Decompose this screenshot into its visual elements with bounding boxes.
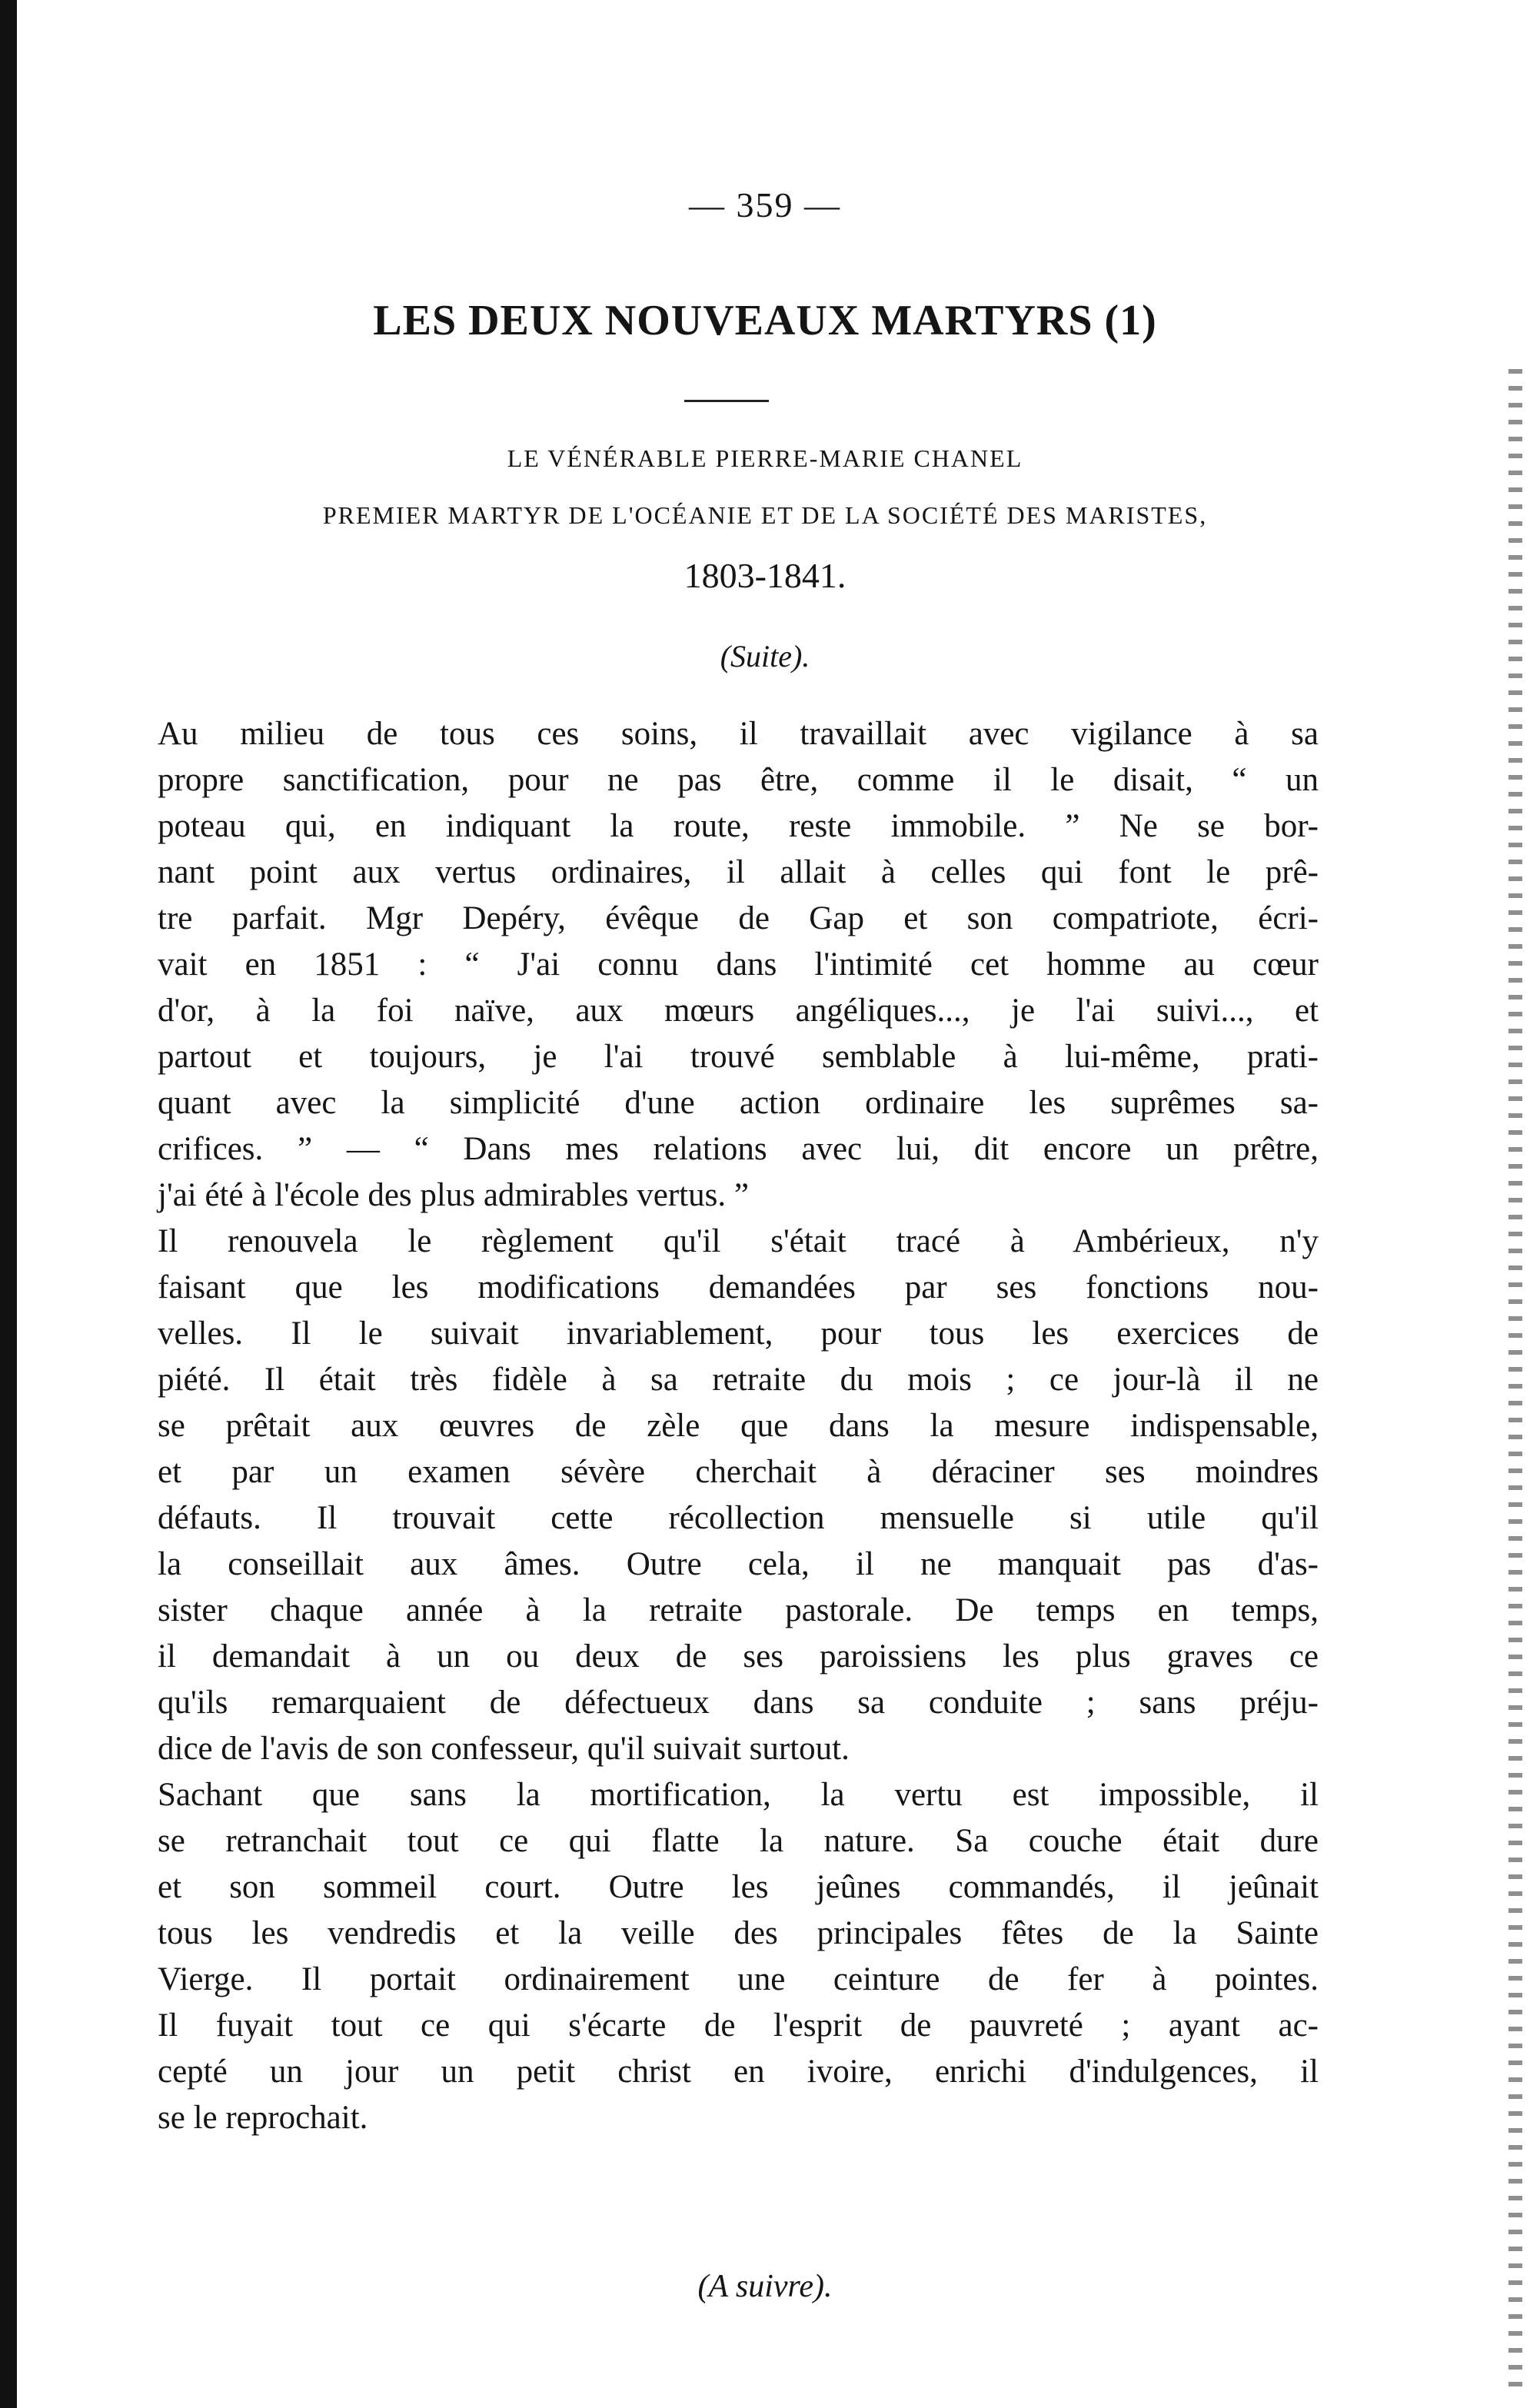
text-line: cepté un jour un petit christ en ivoire, enrichi d'indulgences, il bbox=[158, 2054, 1319, 2090]
text-line: crifices. ” — “ Dans mes relations avec lui, dit encore un prêtre, bbox=[158, 1131, 1319, 1167]
to-be-continued-note: (A suivre). bbox=[697, 2269, 833, 2304]
text-line: poteau qui, en indiquant la route, reste immobile. ” Ne se bor- bbox=[158, 808, 1319, 844]
text-line: vait en 1851 : “ J'ai connu dans l'intimité cet homme au cœur bbox=[158, 946, 1319, 983]
text-line: et par un examen sévère cherchait à déraciner ses moindres bbox=[158, 1454, 1319, 1490]
text-line: défauts. Il trouvait cette récollection mensuelle si utile qu'il bbox=[158, 1500, 1319, 1536]
page-number: — 359 — bbox=[689, 185, 841, 225]
text-line: Il renouvela le règlement qu'il s'était tracé à Ambérieux, n'y bbox=[158, 1223, 1319, 1259]
article-title: LES DEUX NOUVEAUX MARTYRS (1) bbox=[373, 297, 1157, 344]
text-line: Il fuyait tout ce qui s'écarte de l'esprit de pauvreté ; ayant ac- bbox=[158, 2007, 1319, 2044]
life-dates: 1803-1841. bbox=[684, 556, 846, 595]
text-line: tous les vendredis et la veille des principales fêtes de la Sainte bbox=[158, 1915, 1319, 1951]
text-line: se retranchait tout ce qui flatte la nature. Sa couche était dure bbox=[158, 1823, 1319, 1859]
subtitle-description: PREMIER MARTYR DE L'OCÉANIE ET DE LA SOCIÉTÉ DES MARISTES, bbox=[322, 501, 1208, 529]
text-line: tre parfait. Mgr Depéry, évêque de Gap et son compatriote, écri- bbox=[158, 900, 1319, 936]
article-body bbox=[158, 711, 1319, 2141]
text-line: faisant que les modifications demandées par ses fonctions nou- bbox=[158, 1269, 1319, 1305]
text-line: dice de l'avis de son confesseur, qu'il suivait surtout. bbox=[158, 1731, 850, 1767]
subtitle-subject: LE VÉNÉRABLE PIERRE-MARIE CHANEL bbox=[507, 444, 1023, 472]
text-line: Sachant que sans la mortification, la vertu est impossible, il bbox=[158, 1777, 1319, 1813]
text-line: Vierge. Il portait ordinairement une ceinture de fer à pointes. bbox=[158, 1961, 1319, 1997]
text-line: se prêtait aux œuvres de zèle que dans la mesure indispensable, bbox=[158, 1408, 1319, 1444]
text-line: Au milieu de tous ces soins, il travaillait avec vigilance à sa bbox=[158, 716, 1319, 752]
title-divider bbox=[684, 400, 769, 402]
text-line: se le reprochait. bbox=[158, 2100, 368, 2136]
text-line: propre sanctification, pour ne pas être, comme il le disait, “ un bbox=[158, 762, 1319, 798]
text-line: il demandait à un ou deux de ses paroissiens les plus graves ce bbox=[158, 1638, 1319, 1675]
text-line: sister chaque année à la retraite pastorale. De temps en temps, bbox=[158, 1592, 1319, 1628]
text-line: piété. Il était très fidèle à sa retraite du mois ; ce jour-là il ne bbox=[158, 1362, 1319, 1398]
text-line: j'ai été à l'école des plus admirables vertus. ” bbox=[158, 1177, 749, 1213]
continuation-note: (Suite). bbox=[720, 639, 810, 674]
text-line: d'or, à la foi naïve, aux mœurs angéliques..., je l'ai suivi..., et bbox=[158, 993, 1319, 1029]
text-line: la conseillait aux âmes. Outre cela, il ne manquait pas d'as- bbox=[158, 1546, 1319, 1582]
text-line: quant avec la simplicité d'une action ordinaire les suprêmes sa- bbox=[158, 1085, 1319, 1121]
text-line: nant point aux vertus ordinaires, il allait à celles qui font le prê- bbox=[158, 854, 1319, 890]
text-line: partout et toujours, je l'ai trouvé semblable à lui-même, prati- bbox=[158, 1039, 1319, 1075]
scan-binding-edge bbox=[0, 0, 17, 2408]
text-line: velles. Il le suivait invariablement, pour tous les exercices de bbox=[158, 1315, 1319, 1352]
text-line: qu'ils remarquaient de défectueux dans sa conduite ; sans préju- bbox=[158, 1685, 1319, 1721]
text-line: et son sommeil court. Outre les jeûnes commandés, il jeûnait bbox=[158, 1869, 1319, 1905]
